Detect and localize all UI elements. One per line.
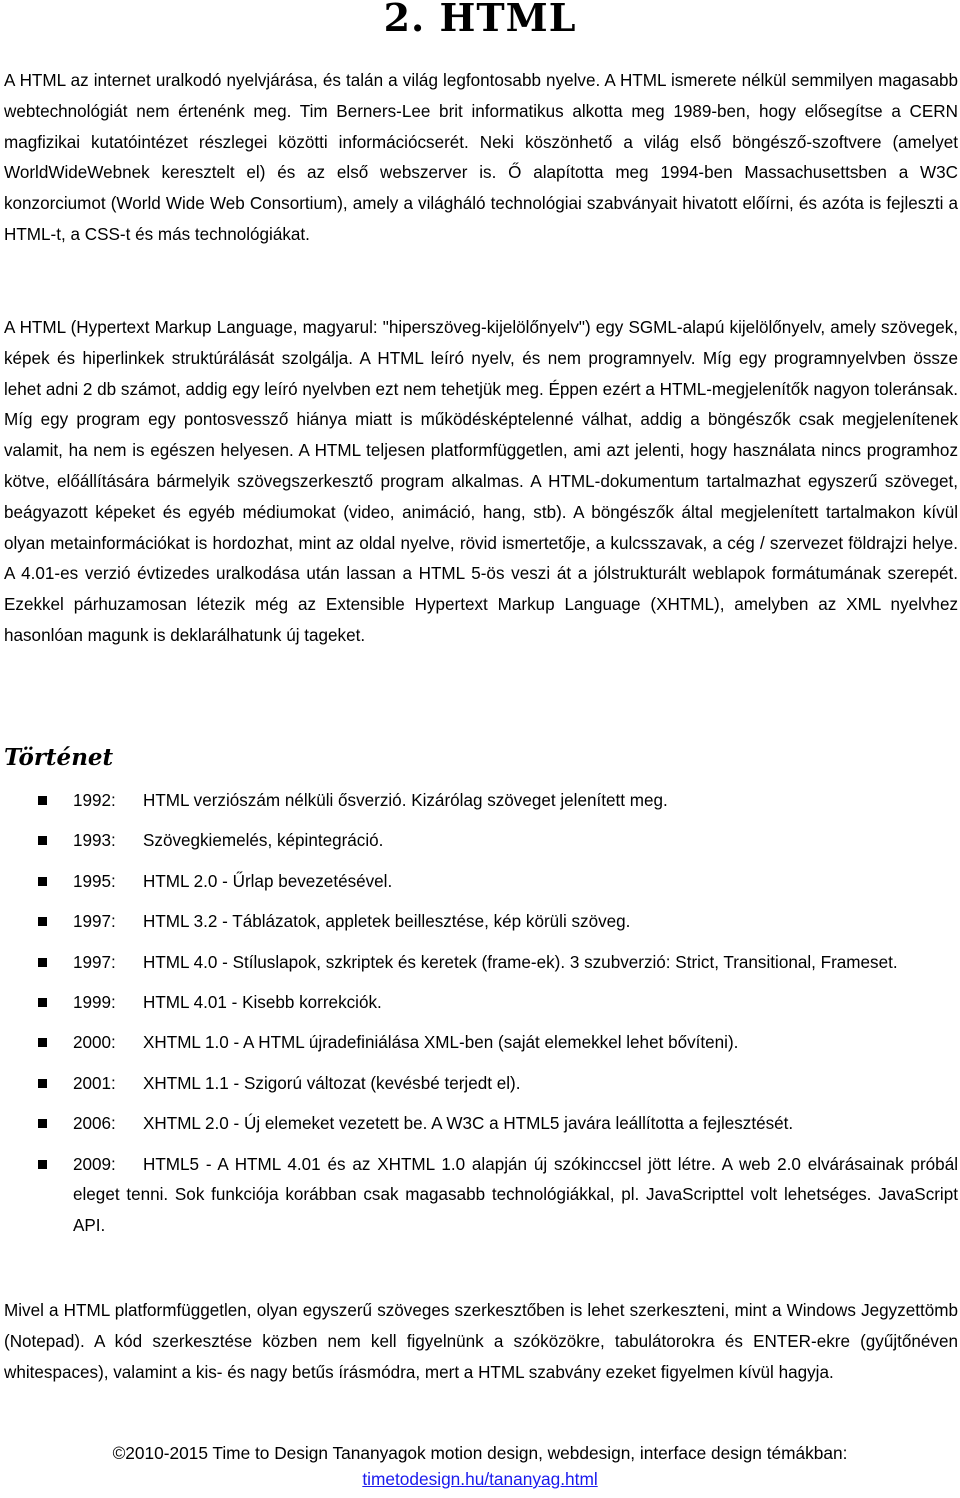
history-year: 1993:	[73, 831, 116, 851]
history-item	[0, 826, 960, 857]
history-text: HTML5 - A HTML 4.01 és az XHTML 1.0 alapján új szókinccsel jött létre. A web 2.0 elvárásainak próbál eleget tenni. Sok funkciója korábban csak magasabb technológiákkal, pl. JavaScripttel volt lehetséges. JavaScript API.	[73, 1154, 958, 1236]
footer	[0, 1440, 960, 1492]
history-item	[0, 867, 960, 898]
history-list	[0, 786, 960, 1252]
history-year: 2009:	[73, 1154, 116, 1174]
history-item	[0, 1069, 960, 1100]
history-text: HTML 3.2 - Táblázatok, appletek beillesztése, kép körüli szöveg.	[143, 912, 631, 932]
definition-paragraph: A HTML (Hypertext Markup Language, magyarul: "hiperszöveg-kijelölőnyelv") egy SGML-alapú kijelölőnyelv, amely szövegek, képek és hiperlinkek struktúrálását szolgálja. A HTML leíró nyelv, és nem programnyelv. Míg egy programnyelvben össze lehet adni 2 db számot, addig egy leíró nyelvben ezt nem tehetjük meg. Éppen ezért a HTML-megjelenítők nagyon toleránsak. Míg egy program egy pontosvessző hiánya miatt is működésképtelenné válhat, addig a böngészők csak megjelenítenek valamit, ha nem is egészen helyesen. A HTML teljesen platformfüggetlen, ami azt jelenti, hogy használata nincs programhoz kötve, előállítására bármelyik szövegszerkesztő program alkalmas. A HTML-dokumentum tartalmazhat egyszerű szöveget, beágyazott képeket és egyéb médiumokat (video, animáció, hang, stb). A böngészők által megjelenített tartalmakon kívül olyan metainformációkat is hordozhat, mint az oldal nyelve, rövid ismertetője, a kulcsszavak, a cég / szervezet földrajzi helye. A 4.01-es verzió évtizedes uralkodása után lassan a HTML 5-ös veszi át a jólstrukturált weblapok formátumának szerepét. Ezekkel párhuzamosan létezik még az Extensible Hypertext Markup Language (XHTML), amelyben az XML nyelvhez hasonlóan magunk is deklarálhatunk új tageket.	[4, 318, 959, 645]
square-bullet-icon	[38, 1160, 47, 1169]
square-bullet-icon	[38, 836, 47, 845]
footer-credit: ©2010-2015 Time to Design Tananyagok motion design, webdesign, interface design témákban:	[112, 1443, 848, 1463]
square-bullet-icon	[38, 917, 47, 926]
history-text: XHTML 2.0 - Új elemeket vezetett be. A W3C a HTML5 javára leállította a fejlesztését.	[143, 1114, 794, 1134]
history-text: HTML 2.0 - Űrlap bevezetésével.	[143, 871, 393, 891]
square-bullet-icon	[38, 877, 47, 886]
footer-link[interactable]: timetodesign.hu/tananyag.html	[362, 1469, 598, 1489]
history-text: HTML 4.0 - Stíluslapok, szkriptek és keretek (frame-ek). 3 szubverzió: Strict, Transitional, Frameset.	[143, 952, 898, 972]
history-text: XHTML 1.0 - A HTML újradefiniálása XML-ben (saját elemekkel lehet bővíteni).	[143, 1033, 739, 1053]
history-item	[0, 988, 960, 1019]
history-item	[0, 1028, 960, 1059]
history-year: 2000:	[73, 1033, 116, 1053]
square-bullet-icon	[38, 796, 47, 805]
history-item	[0, 1150, 960, 1242]
square-bullet-icon	[38, 998, 47, 1007]
history-text: HTML 4.01 - Kisebb korrekciók.	[143, 992, 382, 1012]
history-item	[0, 907, 960, 938]
history-item	[0, 1109, 960, 1140]
square-bullet-icon	[38, 958, 47, 967]
history-heading: Történet	[4, 744, 114, 771]
page-title: 2. HTML	[383, 0, 577, 40]
closing-paragraph: Mivel a HTML platformfüggetlen, olyan egyszerű szöveges szerkesztőben is lehet szerkeszteni, mint a Windows Jegyzettömb (Notepad). A kód szerkesztése közben nem kell figyelnünk a szóközökre, tabulátorokra és ENTER-ekre (gyűjtőnéven whitespaces), valamint a kis- és nagy betűs írásmódra, mert a HTML szabvány ezeket figyelmen kívül hagyja.	[4, 1301, 958, 1382]
history-year: 1997:	[73, 912, 116, 932]
history-item	[0, 948, 960, 979]
history-year: 1992:	[73, 791, 116, 810]
history-year: 1995:	[73, 871, 116, 891]
square-bullet-icon	[38, 1038, 47, 1047]
history-year: 1999:	[73, 992, 116, 1012]
history-year: 2001:	[73, 1073, 116, 1093]
intro-paragraph: A HTML az internet uralkodó nyelvjárása, és talán a világ legfontosabb nyelve. A HTML ismerete nélkül semmilyen magasabb webtechnológiát nem értenénk meg. Tim Berners-Lee brit informatikus alkotta meg 1989-ben, hogy elősegítse a CERN magfizikai kutatóintézet részlegei közötti információcserét. Neki köszönhető a világ első böngésző-szoftvere (amelyet WorldWideWebnek keresztelt el) és az első webszerver is. Ő alapította meg 1994-ben Massachusettsben a W3C konzorciumot (World Wide Web Consortium), amely a világháló technológiai szabványait hivatott előírni, és azóta is fejleszti a HTML-t, a CSS-t és más technológiákat.	[4, 71, 958, 244]
history-year: 2006:	[73, 1114, 116, 1134]
history-text: XHTML 1.1 - Szigorú változat (kevésbé terjedt el).	[143, 1073, 521, 1093]
history-text: Szövegkiemelés, képintegráció.	[143, 831, 384, 851]
history-year: 1997:	[73, 952, 116, 972]
history-item	[0, 786, 960, 817]
history-text: HTML verziószám nélküli ősverzió. Kizárólag szöveget jelenített meg.	[143, 791, 668, 810]
square-bullet-icon	[38, 1079, 47, 1088]
square-bullet-icon	[38, 1119, 47, 1128]
